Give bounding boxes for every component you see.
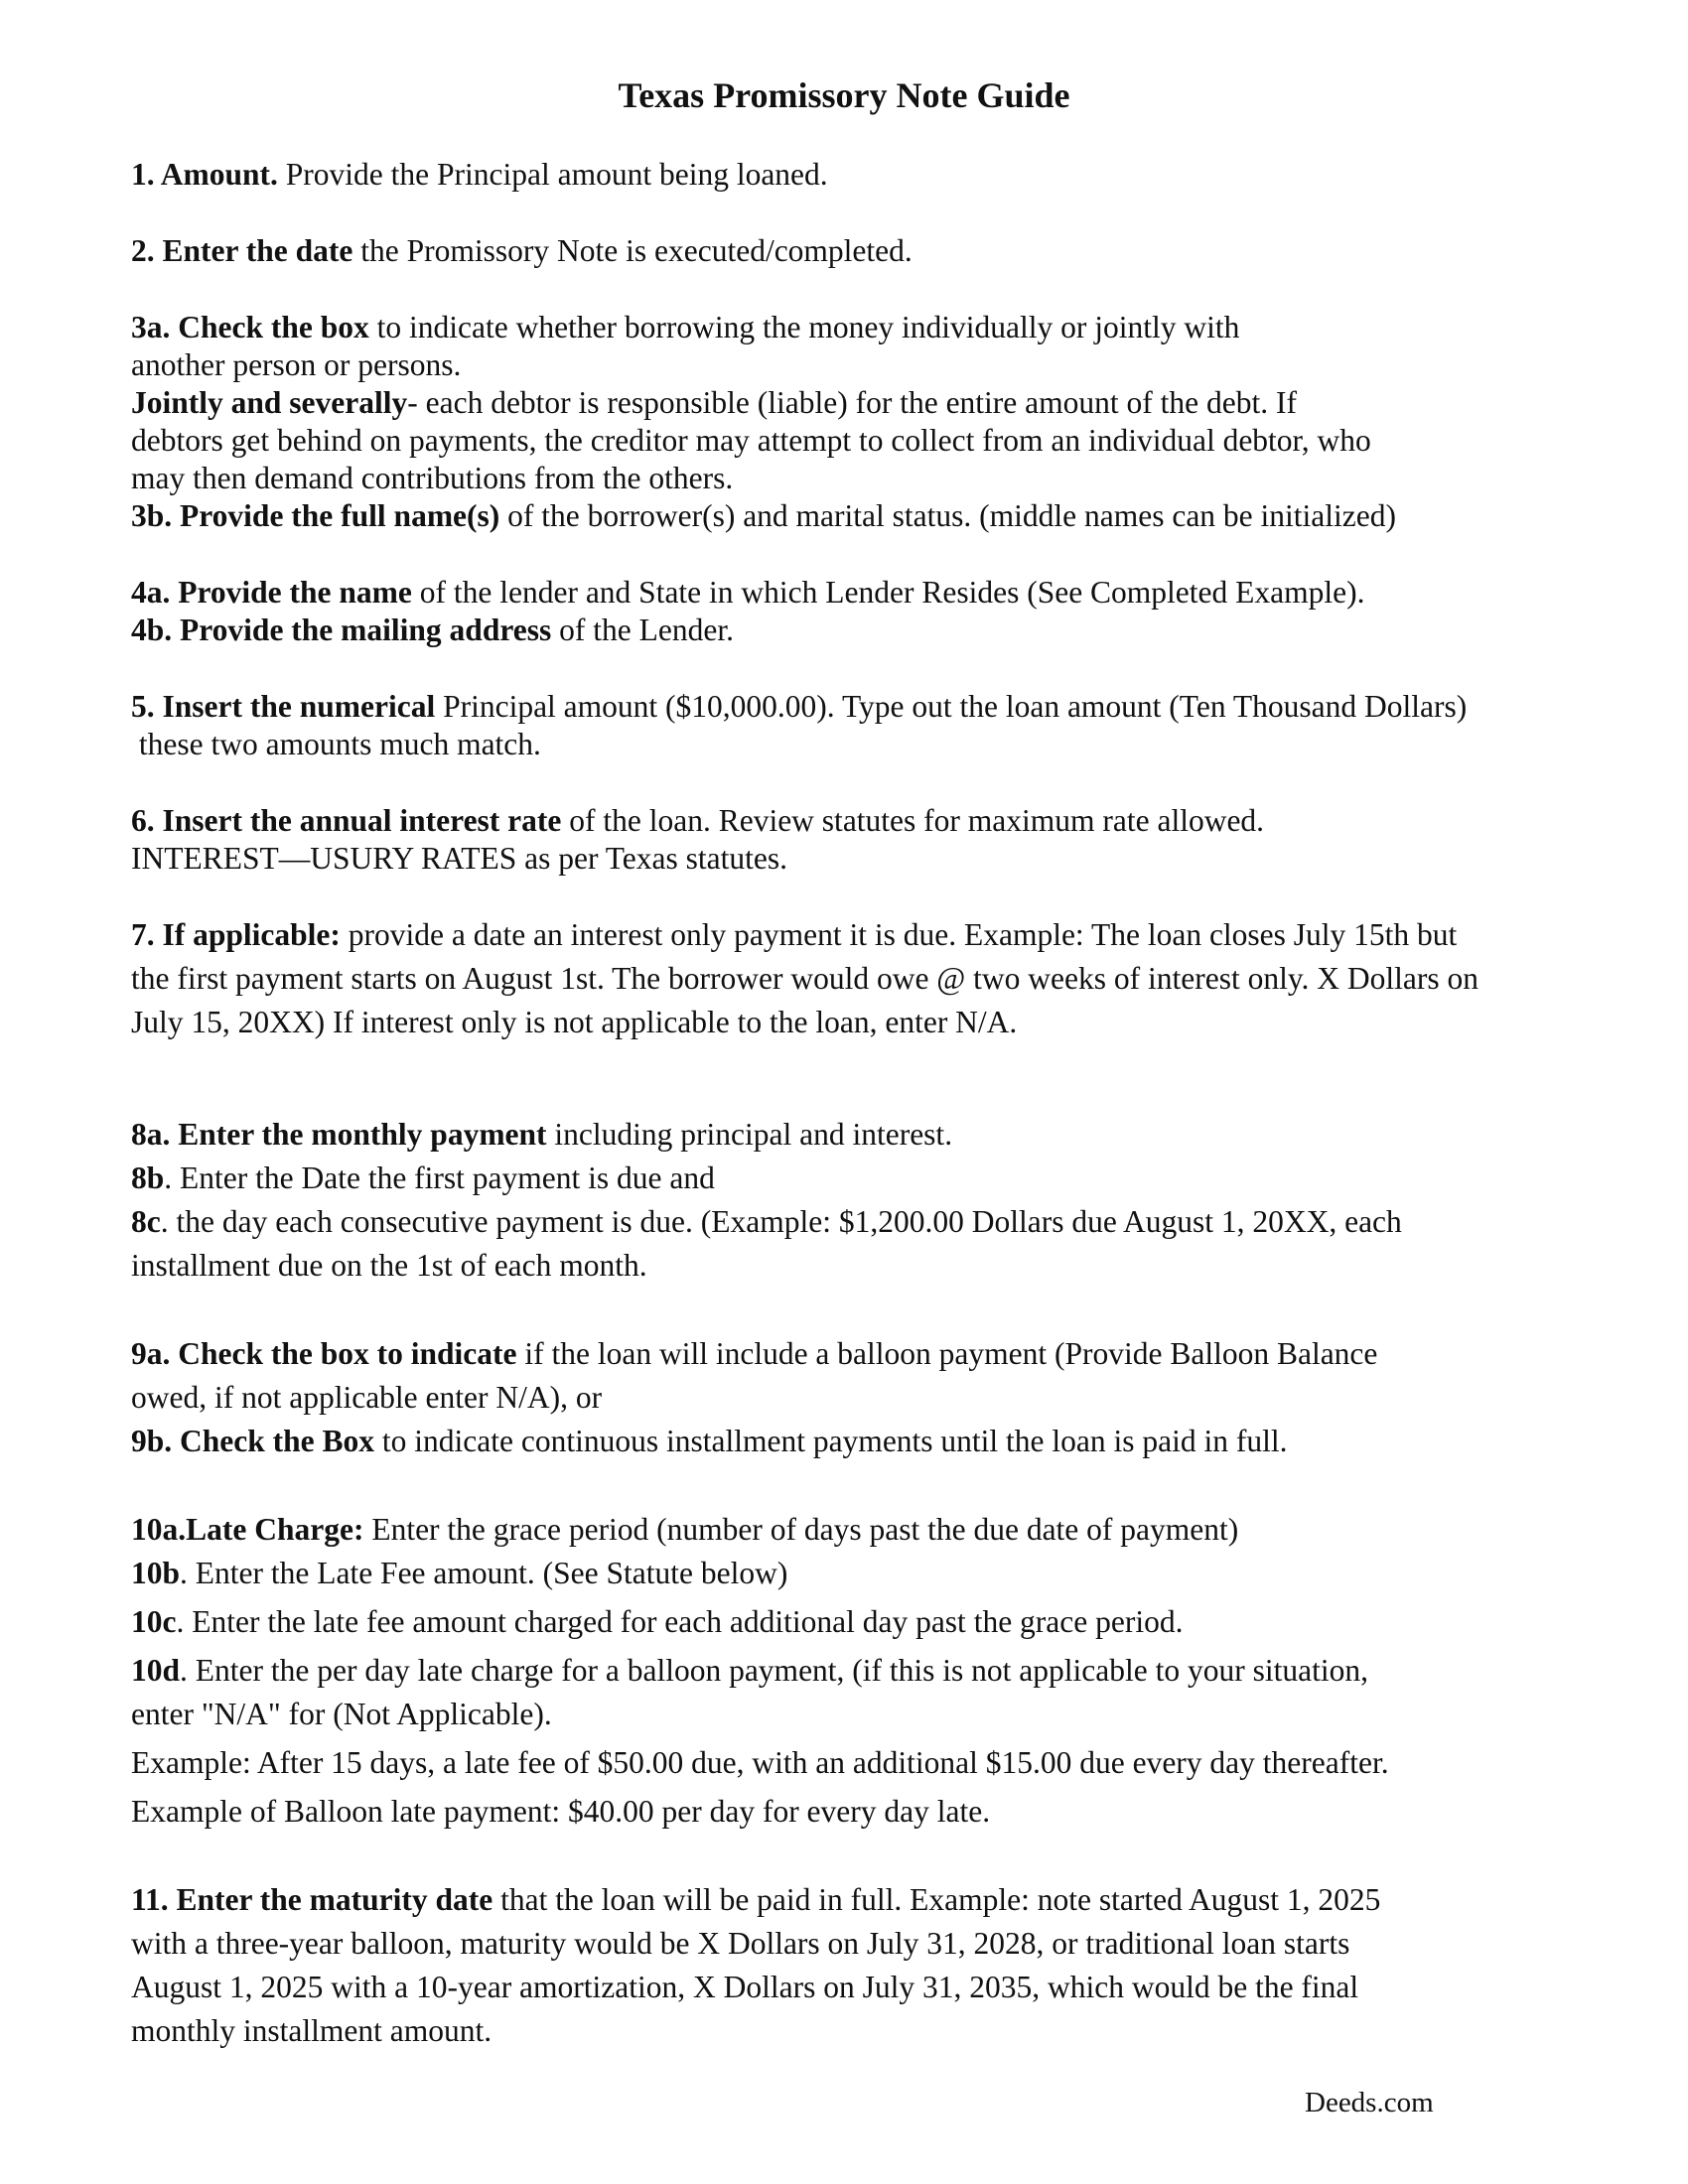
- item-3a-text: to indicate whether borrowing the money individually or jointly with: [368, 310, 1240, 344]
- item-5: [131, 688, 1467, 726]
- item-8a-label: 8a. Enter the monthly payment: [131, 1117, 547, 1152]
- item-4a: [131, 574, 1364, 612]
- item-2: [131, 232, 913, 270]
- item-10a: [131, 1511, 1238, 1549]
- balloon-late-example: Example of Balloon late payment: $40.00 per day for every day late.: [131, 1794, 991, 1829]
- item-11-cont-2: August 1, 2025 with a 10-year amortization, X Dollars on July 31, 2035, which would be the final: [131, 1970, 1359, 2004]
- item-10d: [131, 1652, 1368, 1690]
- item-1: [131, 156, 828, 194]
- item-5-cont: these two amounts much match.: [131, 727, 541, 761]
- item-2-label: 2. Enter the date: [131, 233, 353, 268]
- item-10b: [131, 1555, 787, 1592]
- item-4b-text: of the Lender.: [551, 613, 734, 647]
- item-9b-text: to indicate continuous installment payments until the loan is paid in full.: [374, 1424, 1288, 1458]
- item-3b-label: 3b. Provide the full name(s): [131, 498, 500, 533]
- item-10d-cont: enter "N/A" for (Not Applicable).: [131, 1697, 552, 1731]
- item-10c: [131, 1603, 1183, 1641]
- item-3a-cont: another person or persons.: [131, 347, 462, 382]
- item-9a-text: if the loan will include a balloon payment (Provide Balloon Balance: [516, 1336, 1378, 1371]
- item-8b-text: . Enter the Date the first payment is due and: [164, 1160, 715, 1195]
- page-title: Texas Promissory Note Guide: [618, 75, 1070, 115]
- item-5-label: 5. Insert the numerical: [131, 689, 436, 724]
- item-11-label: 11. Enter the maturity date: [131, 1882, 493, 1917]
- item-3b-text: of the borrower(s) and marital status. (middle names can be initialized): [499, 498, 1396, 533]
- item-8a-text: including principal and interest.: [546, 1117, 953, 1152]
- item-3a-label: 3a. Check the box: [131, 310, 369, 344]
- item-8c-text: . the day each consecutive payment is due. (Example: $1,200.00 Dollars due August 1, 20XX, each: [160, 1204, 1402, 1239]
- item-6: [131, 802, 1264, 840]
- item-8c-label: 8c: [131, 1204, 161, 1239]
- item-7-cont-2: July 15, 20XX) If interest only is not applicable to the loan, enter N/A.: [131, 1005, 1018, 1039]
- jointly-severally: [131, 384, 1297, 422]
- item-2-text: the Promissory Note is executed/completed.: [352, 233, 913, 268]
- item-9a: [131, 1335, 1377, 1373]
- item-4a-text: of the lender and State in which Lender Resides (See Completed Example).: [411, 575, 1365, 610]
- late-fee-example: Example: After 15 days, a late fee of $50.00 due, with an additional $15.00 due every day thereafter.: [131, 1745, 1389, 1780]
- item-6-label: 6. Insert the annual interest rate: [131, 803, 562, 838]
- item-9b: [131, 1423, 1288, 1460]
- item-10d-text: . Enter the per day late charge for a balloon payment, (if this is not applicable to your situation,: [180, 1653, 1368, 1688]
- jointly-severally-text: - each debtor is responsible (liable) for the entire amount of the debt. If: [407, 385, 1297, 420]
- item-9a-label: 9a. Check the box to indicate: [131, 1336, 517, 1371]
- item-8b-label: 8b: [131, 1160, 165, 1195]
- item-11-text: that the loan will be paid in full. Example: note started August 1, 2025: [492, 1882, 1381, 1917]
- jointly-severally-label: Jointly and severally: [131, 385, 408, 420]
- jointly-severally-cont-1: debtors get behind on payments, the creditor may attempt to collect from an individual debtor, who: [131, 423, 1371, 458]
- item-11-cont-3: monthly installment amount.: [131, 2013, 492, 2048]
- item-6-cont: INTEREST—USURY RATES as per Texas statutes.: [131, 841, 788, 876]
- item-8a: [131, 1116, 952, 1154]
- item-10b-text: . Enter the Late Fee amount. (See Statute below): [180, 1556, 788, 1590]
- footer-brand: Deeds.com: [1305, 2087, 1434, 2118]
- item-10a-text: Enter the grace period (number of days past the due date of payment): [363, 1512, 1239, 1547]
- item-10c-label: 10c: [131, 1604, 177, 1639]
- item-7-cont-1: the first payment starts on August 1st. The borrower would owe @ two weeks of interest only. X Dollars on: [131, 961, 1479, 996]
- item-7-text: provide a date an interest only payment it is due. Example: The loan closes July 15th but: [340, 917, 1458, 952]
- item-5-text: Principal amount ($10,000.00). Type out the loan amount (Ten Thousand Dollars): [435, 689, 1468, 724]
- item-3a: [131, 309, 1239, 346]
- item-1-label: 1. Amount.: [131, 157, 278, 192]
- jointly-severally-cont-2: may then demand contributions from the others.: [131, 461, 734, 495]
- item-11-cont-1: with a three-year balloon, maturity would be X Dollars on July 31, 2028, or traditional loan starts: [131, 1926, 1350, 1961]
- item-10d-label: 10d: [131, 1653, 181, 1688]
- item-8c: [131, 1203, 1402, 1241]
- item-10c-text: . Enter the late fee amount charged for each additional day past the grace period.: [176, 1604, 1184, 1639]
- item-7-label: 7. If applicable:: [131, 917, 341, 952]
- item-9a-cont: owed, if not applicable enter N/A), or: [131, 1380, 603, 1415]
- item-8c-cont: installment due on the 1st of each month.: [131, 1248, 647, 1283]
- item-8b: [131, 1160, 715, 1197]
- item-4a-label: 4a. Provide the name: [131, 575, 412, 610]
- item-4b-label: 4b. Provide the mailing address: [131, 613, 552, 647]
- item-4b: [131, 612, 734, 649]
- item-3b: [131, 497, 1396, 535]
- item-11: [131, 1881, 1380, 1919]
- item-10a-label: 10a.Late Charge:: [131, 1512, 364, 1547]
- item-10b-label: 10b: [131, 1556, 181, 1590]
- item-9b-label: 9b. Check the Box: [131, 1424, 375, 1458]
- item-7: [131, 916, 1457, 954]
- item-6-text: of the loan. Review statutes for maximum rate allowed.: [561, 803, 1265, 838]
- item-1-text: Provide the Principal amount being loaned.: [277, 157, 828, 192]
